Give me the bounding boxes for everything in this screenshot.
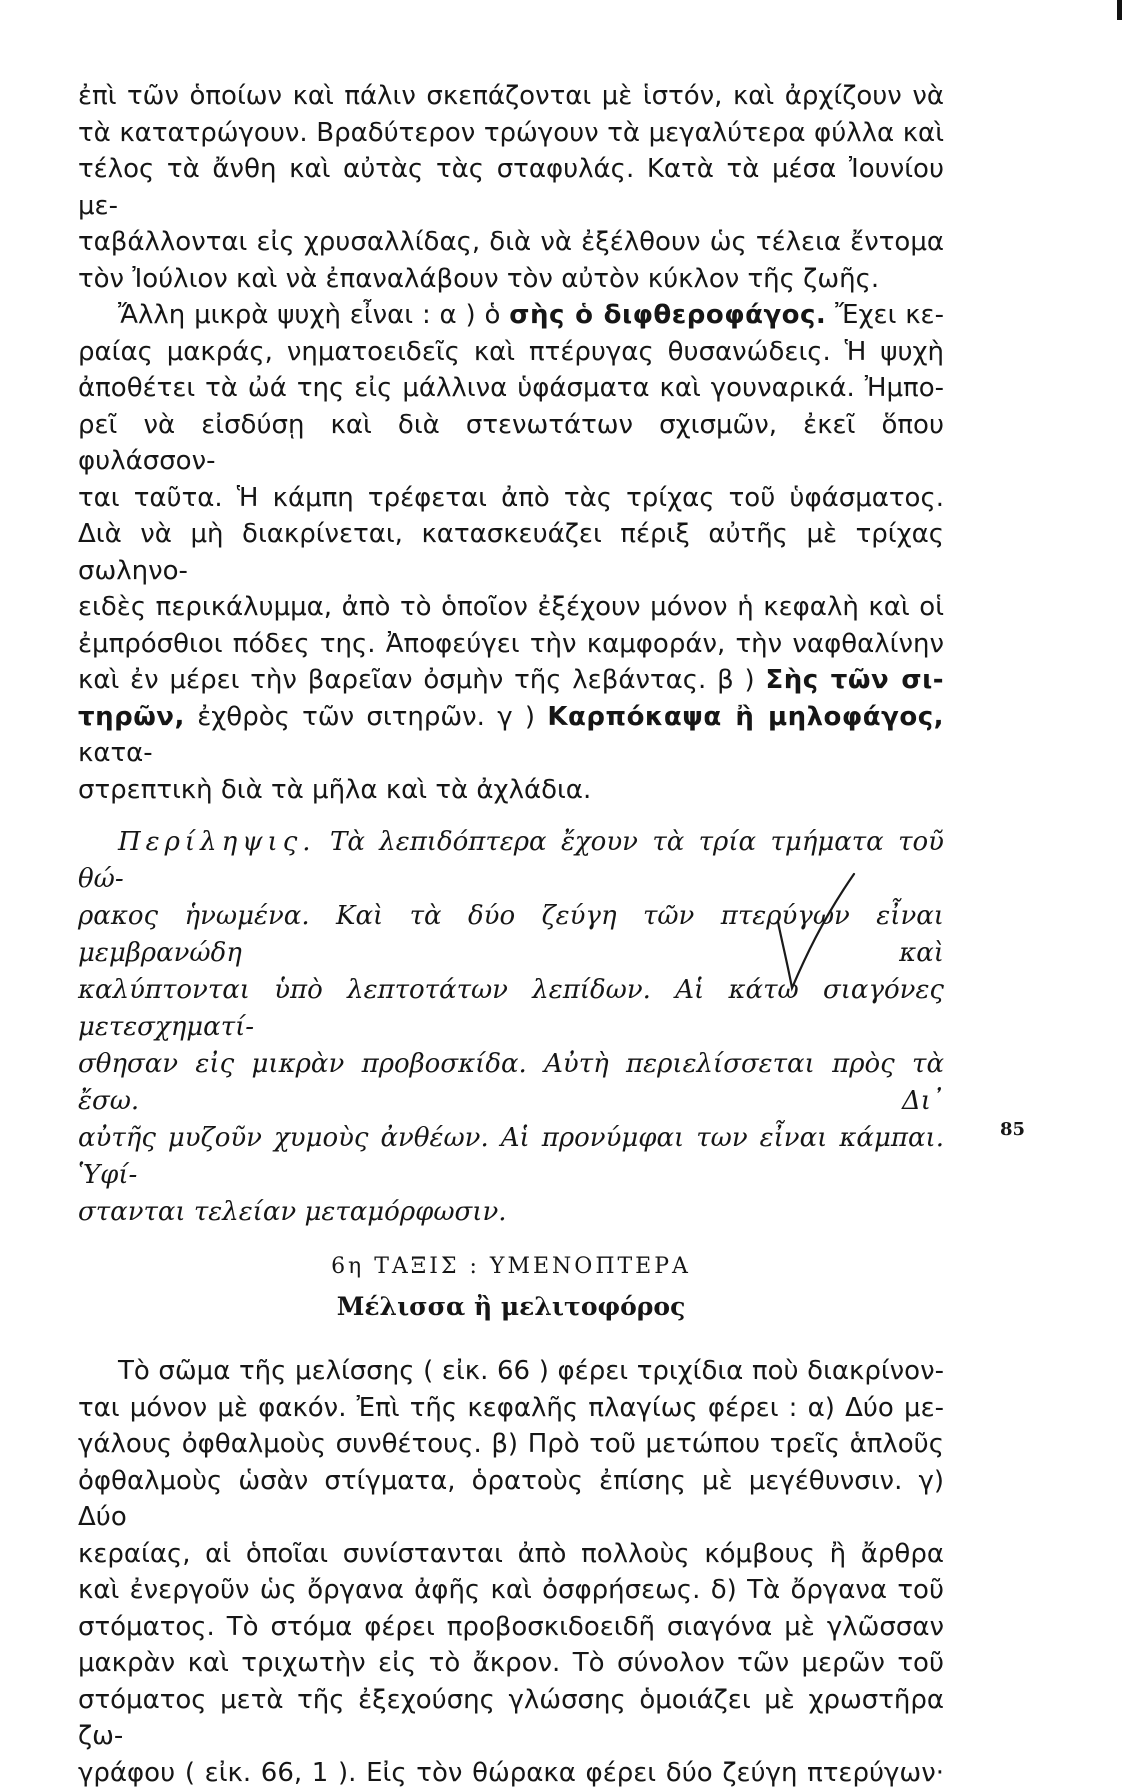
text-line: καλύπτονται ὑπὸ λεπτοτάτων λεπίδων. Αἱ κάτω σιαγόνες μετεσχηματί- <box>78 972 944 1046</box>
text-line: ἀποθέτει τὰ ὠά της εἰς μάλλινα ὑφάσματα καὶ γουναρικά. Ἠμπο- <box>78 370 944 407</box>
text-line: ρακος ἡνωμένα. Καὶ τὰ δύο ζεύγη τῶν πτερύγων εἶναι μεμβρανώδη καὶ <box>78 898 944 972</box>
text-line: τέλος τὰ ἄνθη καὶ αὐτὰς τὰς σταφυλάς. Κατὰ τὰ μέσα Ἰουνίου με- <box>78 151 944 224</box>
text-line: ται μόνον μὲ φακόν. Ἐπὶ τῆς κεφαλῆς πλαγίως φέρει : α) Δύο με- <box>78 1390 944 1427</box>
text-line: Ἄλλη μικρὰ ψυχὴ εἶναι : α ) ὁ σὴς ὁ διφθεροφάγος. Ἔχει κε- <box>78 297 944 334</box>
text-line: ραίας μακράς, νηματοειδεῖς καὶ πτέρυγας θυσανώδεις. Ἡ ψυχὴ <box>78 334 944 371</box>
summary-label: Περίληψις. <box>118 827 316 857</box>
text-line: κεραίας, αἱ ὁποῖαι συνίστανται ἀπὸ πολλοὺς κόμβους ἢ ἄρθρα <box>78 1536 944 1573</box>
text-line: τὸν Ἰούλιον καὶ νὰ ἐπαναλάβουν τὸν αὐτὸν κύκλον τῆς ζωῆς. <box>78 261 944 298</box>
text-line: Διὰ νὰ μὴ διακρίνεται, κατασκευάζει πέριξ αὐτῆς μὲ τρίχας σωληνο- <box>78 516 944 589</box>
section-title: Μέλισσα ἢ μελιτοφόρος <box>78 1287 944 1327</box>
text-line: στόματος μετὰ τῆς ἐξεχούσης γλώσσης ὁμοιάζει μὲ χρωστῆρα ζω- <box>78 1682 944 1755</box>
text-line: ταβάλλονται εἰς χρυσαλλίδας, διὰ νὰ ἐξέλθουν ὡς τέλεια ἔντομα <box>78 224 944 261</box>
text-line: ὀφθαλμοὺς ὡσὰν στίγματα, ὁρατοὺς ἐπίσης μὲ μεγέθυνσιν. γ) Δύο <box>78 1463 944 1536</box>
order-heading: 6η ΤΑΞΙΣ : ΥΜΕΝΟΠΤΕΡΑ <box>78 1247 944 1287</box>
term-clothes-moth: σὴς ὁ διφθεροφάγος. <box>509 300 826 330</box>
paragraph-bee <box>78 1353 944 1791</box>
text-line: γάλους ὀφθαλμοὺς συνθέτους. β) Πρὸ τοῦ μετώπου τρεῖς ἁπλοῦς <box>78 1426 944 1463</box>
text-line: αὐτῆς μυζοῦν χυμοὺς ἀνθέων. Αἱ προνύμφαι των εἶναι κάμπαι. Ὑφί- <box>78 1120 944 1194</box>
term-codling-moth: Καρπόκαψα ἢ μηλοφάγος, <box>547 702 944 732</box>
section-heading <box>78 1247 944 1327</box>
text-line: καὶ ἐν μέρει τὴν βαρεῖαν ὀσμὴν τῆς λεβάντας. β ) Σὴς τῶν σι- <box>78 662 944 699</box>
text-line: μακρὰν καὶ τριχωτὴν εἰς τὸ ἄκρον. Τὸ σύνολον τῶν μερῶν τοῦ <box>78 1645 944 1682</box>
text-line: τηρῶν, ἐχθρὸς τῶν σιτηρῶν. γ ) Καρπόκαψα ἢ μηλοφάγος, κατα- <box>78 699 944 772</box>
text-line: τὰ κατατρώγουν. Βραδύτερον τρώγουν τὰ μεγαλύτερα φύλλα καὶ <box>78 115 944 152</box>
handwritten-check-mark <box>770 870 860 995</box>
text-line: Περίληψις. Τὰ λεπιδόπτερα ἔχουν τὰ τρία τμήματα τοῦ θώ- <box>78 824 944 898</box>
text-line: στανται τελείαν μεταμόρφωσιν. <box>78 1194 944 1231</box>
text-line: γράφου ( εἰκ. 66, 1 ). Εἰς τὸν θώρακα φέρει δύο ζεύγη πτερύγων· <box>78 1755 944 1791</box>
text-line: στρεπτικὴ διὰ τὰ μῆλα καὶ τὰ ἀχλάδια. <box>78 772 944 809</box>
scan-edge-mark <box>1117 0 1122 20</box>
term-grain-moth: Σὴς τῶν σι- <box>766 665 944 695</box>
text-line: ειδὲς περικάλυμμα, ἀπὸ τὸ ὁποῖον ἐξέχουν μόνον ἡ κεφαλὴ καὶ οἱ <box>78 589 944 626</box>
text-line: ται ταῦτα. Ἡ κάμπη τρέφεται ἀπὸ τὰς τρίχας τοῦ ὑφάσματος. <box>78 480 944 517</box>
text-line: καὶ ἐνεργοῦν ὡς ὄργανα ἀφῆς καὶ ὀσφρήσεως. δ) Τὰ ὄργανα τοῦ <box>78 1572 944 1609</box>
text-line: Τὸ σῶμα τῆς μελίσσης ( εἰκ. 66 ) φέρει τριχίδια ποὺ διακρίνον- <box>78 1353 944 1390</box>
text-line: ρεῖ νὰ εἰσδύσῃ καὶ διὰ στενωτάτων σχισμῶν, ἐκεῖ ὅπου φυλάσσον- <box>78 407 944 480</box>
page-number: 85 <box>1000 1112 1025 1149</box>
term-grain-moth-end: τηρῶν, <box>78 702 185 732</box>
paragraph-continuation <box>78 78 944 297</box>
text-line: ἐμπρόσθιοι πόδες της. Ἀποφεύγει τὴν καμφοράν, τὴν ναφθαλίνην <box>78 626 944 663</box>
text-line: ἐπὶ τῶν ὁποίων καὶ πάλιν σκεπάζονται μὲ ἱστόν, καὶ ἀρχίζουν νὰ <box>78 78 944 115</box>
text-line: σθησαν εἰς μικρὰν προβοσκίδα. Αὐτὴ περιελίσσεται πρὸς τὰ ἔσω. Δι᾿ <box>78 1046 944 1120</box>
text-line: στόματος. Τὸ στόμα φέρει προβοσκιδοειδῆ σιαγόνα μὲ γλῶσσαν <box>78 1609 944 1646</box>
paragraph-moths <box>78 297 944 808</box>
